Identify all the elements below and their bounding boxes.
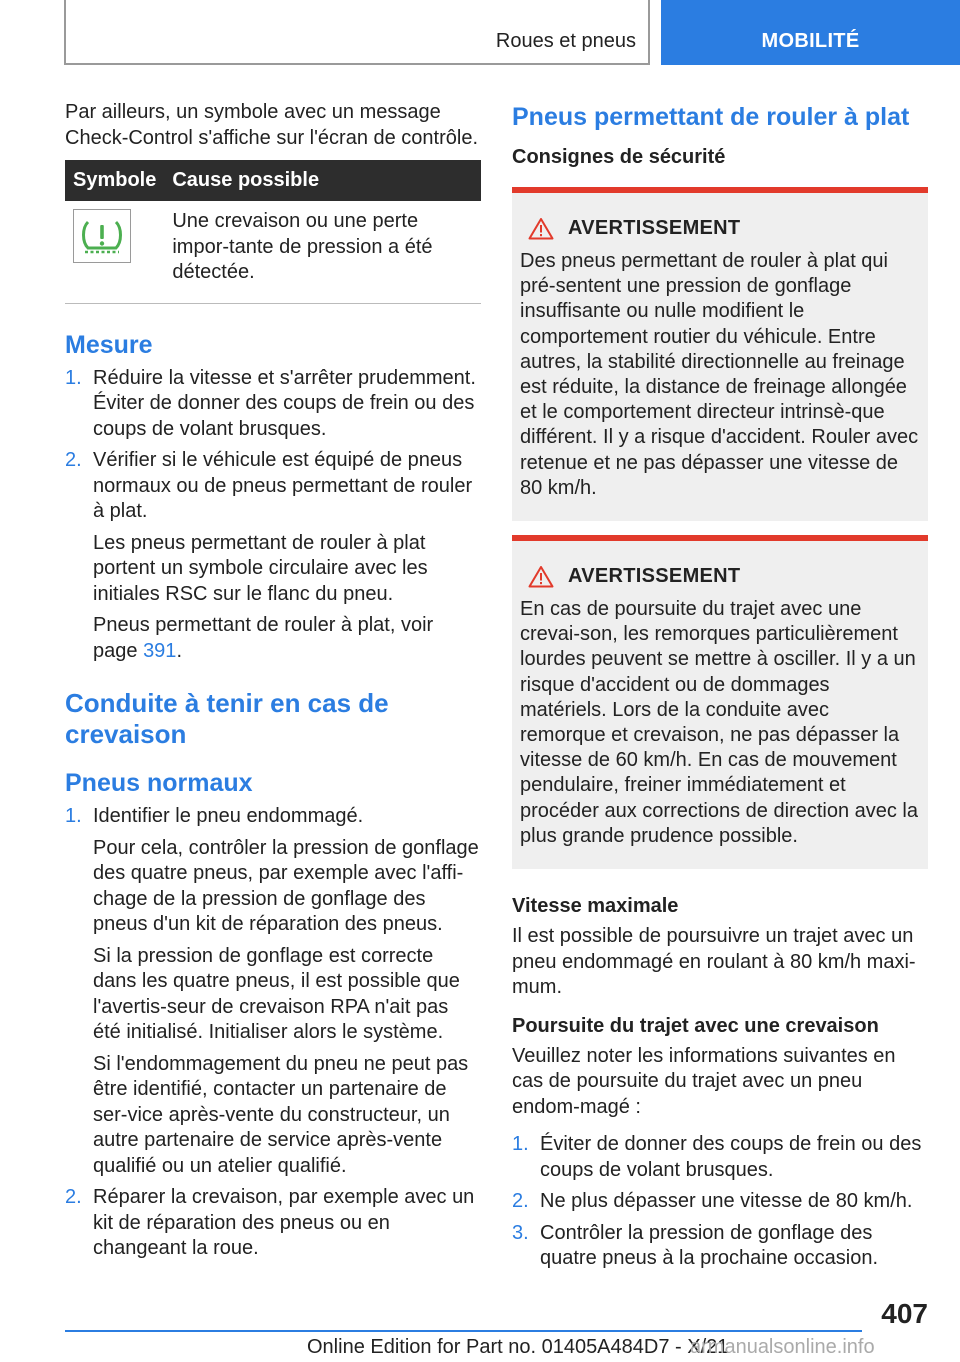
chapter-tab[interactable] (661, 0, 960, 65)
poursuite-list (512, 1132, 928, 1272)
normaux-list (65, 804, 481, 1262)
list-item (512, 1132, 928, 1183)
symbol-table (65, 160, 481, 304)
warning-label: AVERTISSEMENT (568, 216, 741, 239)
warning-box (512, 187, 928, 521)
header-section-box (64, 0, 650, 65)
footer-divider (65, 1330, 862, 1332)
warning-triangle-icon (528, 565, 554, 588)
chapter-title: MOBILITÉ (761, 30, 860, 52)
step-paragraph: Pour cela, contrôler la pression de gonflage des quatre pneus, par exemple avec l'affi-chage de la pression de gonflage des pneus d'un kit de réparation des pneus. (93, 836, 479, 935)
edition-text: Online Edition for Part no. 01405A484D7 - X/21 (307, 1336, 729, 1358)
list-item (65, 804, 481, 1179)
ref-text: Pneus permettant de rouler à plat, voir page (93, 614, 434, 662)
tire-pressure-warning-icon (73, 209, 131, 263)
section-title: Roues et pneus (495, 30, 636, 52)
step-paragraph: Si la pression de gonflage est correcte dans les quatre pneus, il est possible que l'avertis-seur de crevaison RPA n'ait pas été initialisé. Initialiser alors le système. (93, 944, 460, 1043)
intro-text: Par ailleurs, un symbole avec un message Check-Control s'affiche sur l'écran de contrôle. (65, 101, 479, 149)
list-item (65, 366, 481, 443)
warning-header (528, 561, 920, 591)
step-text: Vérifier si le véhicule est équipé de pneus normaux ou de pneus permettant de rouler à plat. (93, 449, 473, 522)
ref-punct: . (176, 639, 182, 662)
table-header-symbol: Symbole (65, 160, 164, 201)
table-header-cause: Cause possible (164, 160, 481, 201)
page-link[interactable]: 391 (143, 639, 177, 662)
watermark: armanualsonline.info (690, 1336, 875, 1358)
runflat-heading: Pneus permettant de rouler à plat (512, 103, 910, 131)
conduite-heading: Conduite à tenir en cas de crevaison (65, 688, 389, 749)
step-number: 2. (512, 1190, 529, 1213)
normaux-heading: Pneus normaux (65, 769, 253, 797)
vmax-heading: Vitesse maximale (512, 895, 679, 918)
page-number: 407 (881, 1298, 928, 1329)
step-text: Ne plus dépasser une vitesse de 80 km/h. (540, 1190, 913, 1213)
table-cell-cause: Une crevaison ou une perte impor-tante de pression a été détectée. (164, 201, 481, 303)
table-cell-symbol (65, 201, 164, 303)
list-item (65, 1185, 481, 1262)
warning-label: AVERTISSEMENT (568, 564, 741, 587)
step-paragraph: Les pneus permettant de rouler à plat portent un symbole circulaire avec les initiales RSC sur le flanc du pneu. (93, 531, 428, 605)
vmax-text: Il est possible de poursuivre un trajet avec un pneu endommagé en roulant à 80 km/h maxi-mum. (512, 925, 916, 999)
left-column (65, 100, 481, 1268)
step-number: 1. (65, 805, 82, 827)
list-item (65, 448, 481, 664)
warning-triangle-icon (528, 217, 554, 240)
list-item (512, 1221, 928, 1272)
table-row (65, 201, 481, 303)
step-text: Réduire la vitesse et s'arrêter prudemment. Éviter de donner des coups de frein ou des coups de volant brusques. (93, 366, 476, 440)
right-column (512, 100, 928, 1278)
step-text: Éviter de donner des coups de frein ou des coups de volant brusques. (540, 1133, 922, 1181)
step-paragraph: Si l'endommagement du pneu ne peut pas être identifié, contacter un partenaire de ser-vice après-vente du constructeur, un autre partenaire de service après-vente qualifié ou un atelier qualifié. (93, 1052, 469, 1177)
step-number: 2. (65, 449, 82, 471)
step-text: Identifier le pneu endommagé. (93, 805, 364, 827)
step-text: Contrôler la pression de gonflage des quatre pneus à la prochaine occasion. (540, 1221, 879, 1270)
warning-header (528, 213, 920, 243)
warning-text: En cas de poursuite du trajet avec une crevai-son, les remorques particulièrement lourdes peuvent se mettre à osciller. Il y a un risque d'accident ou de dommages matériels. Lors de la conduite avec remorque et crevaison, ne pas dépasser la vitesse de 60 km/h. En cas de mouvement pendulaire, freiner immédiatement et procéder aux corrections de direction avec la plus grande prudence possible. (520, 598, 918, 847)
poursuite-heading: Poursuite du trajet avec une crevaison (512, 1014, 879, 1037)
step-number: 1. (65, 366, 82, 389)
step-number: 3. (512, 1221, 529, 1244)
poursuite-text: Veuillez noter les informations suivantes en cas de poursuite du trajet avec un pneu endom-magé : (512, 1044, 896, 1118)
step-paragraph-ref (93, 613, 481, 664)
list-item (512, 1189, 928, 1215)
step-number: 1. (512, 1133, 529, 1156)
step-text: Réparer la crevaison, par exemple avec un kit de réparation des pneus ou en changeant la roue. (93, 1186, 475, 1259)
safety-heading: Consignes de sécurité (512, 146, 726, 168)
mesure-list (65, 366, 481, 665)
step-number: 2. (65, 1186, 82, 1208)
table-header-row (65, 160, 481, 201)
warning-box (512, 535, 928, 869)
warning-text: Des pneus permettant de rouler à plat qui pré-sentent une pression de gonflage insuffisante ou nulle modifient le comportement routier du véhicule. Entre autres, la stabilité directionnelle au freinage est réduite, la distance de freinage allongée et le comportement directeur intrinsè-que différent. Il y a risque d'accident. Rouler avec retenue et ne pas dépasser une vitesse de 80 km/h. (520, 250, 919, 499)
mesure-heading: Mesure (65, 330, 153, 359)
